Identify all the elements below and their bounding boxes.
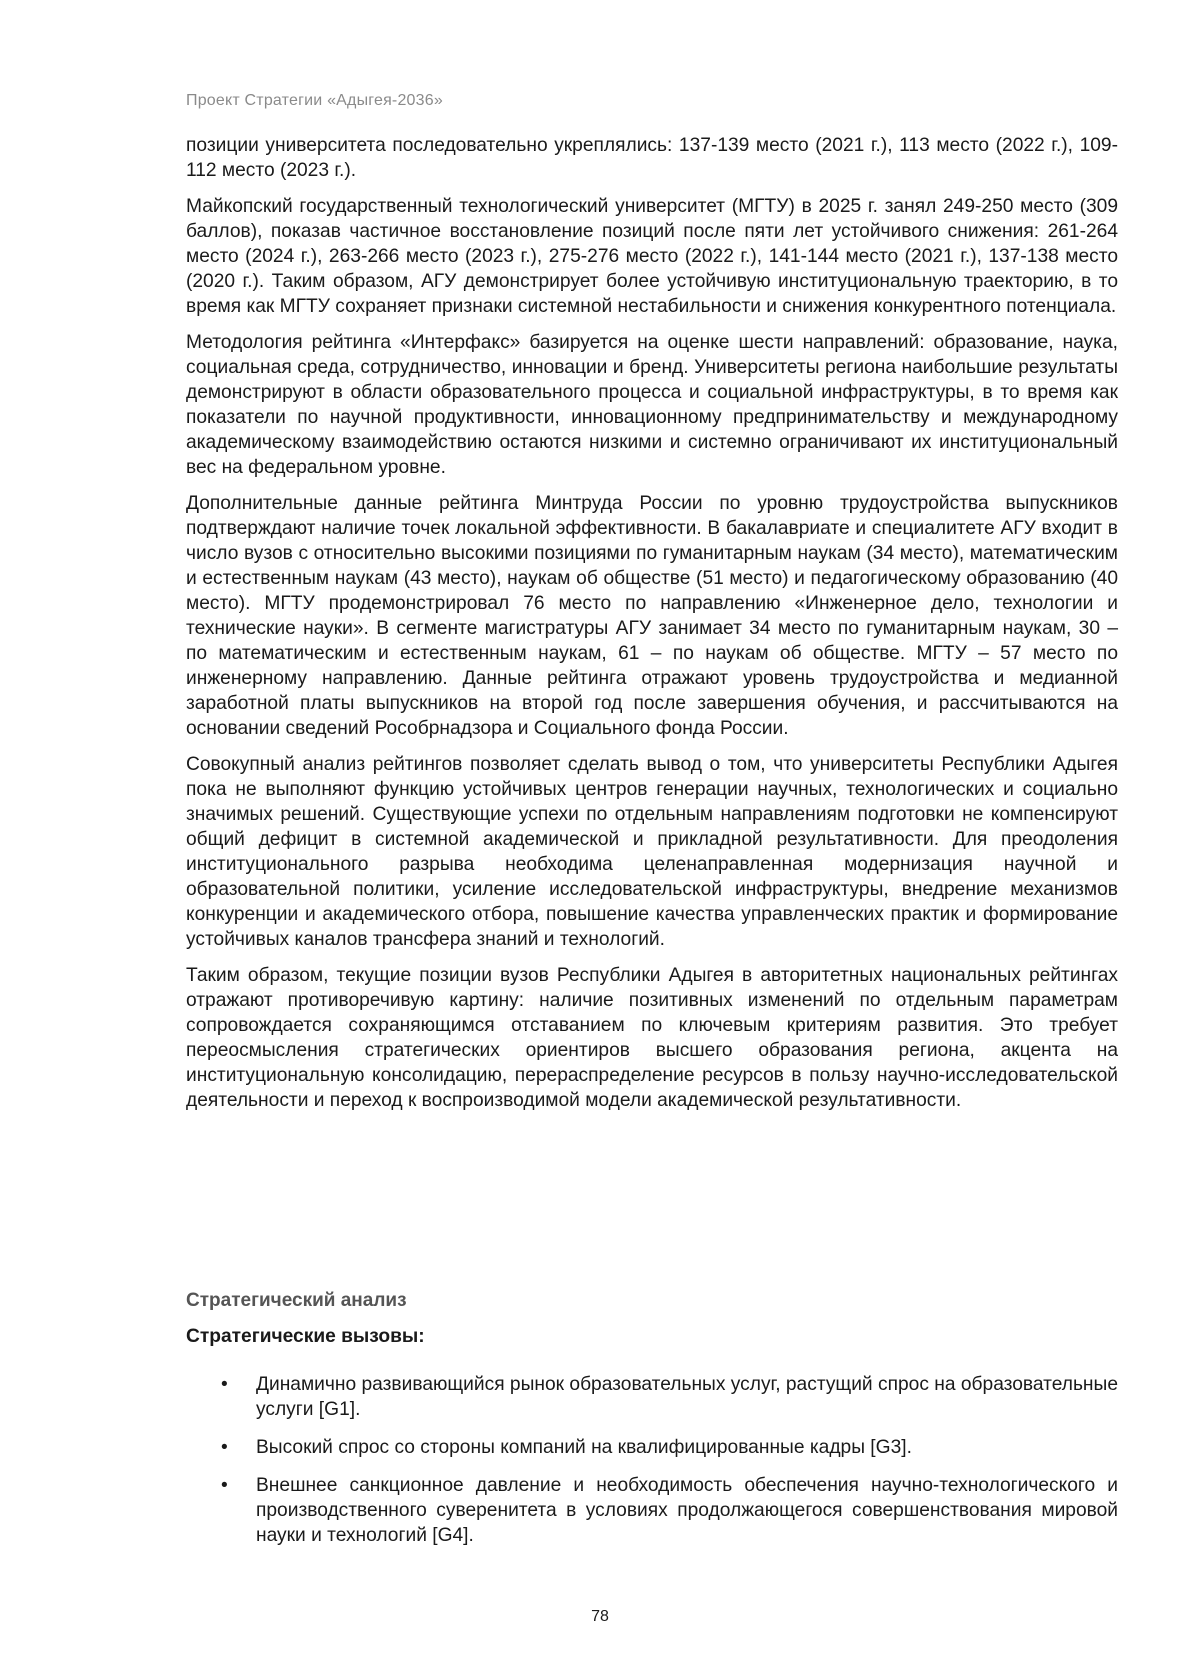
bullet-icon: •: [221, 1475, 228, 1496]
bullet-icon: •: [221, 1437, 228, 1458]
list-item: [186, 1473, 1118, 1548]
paragraph-3: Методология рейтинга «Интерфакс» базируется на оценке шести направлений: образование, наука, социальная среда, сотрудничество, инновации и бренд. Университеты региона наибольшие результаты демонстрируют в области образовательного процесса и социальной инфраструктуры, в то время как показатели по научной продуктивности, инновационному предпринимательству и международному академическому взаимодействию остаются низкими и системно ограничивают их институциональный вес на федеральном уровне.: [186, 332, 1118, 478]
list-item: [186, 1435, 1118, 1460]
list-item: [186, 1372, 1118, 1422]
section-heading: Стратегический анализ: [186, 1290, 407, 1311]
challenges-list: [186, 1372, 1118, 1561]
running-header: Проект Стратегии «Адыгея-2036»: [186, 92, 443, 109]
list-item-text: Внешнее санкционное давление и необходимость обеспечения научно-технологического и производственного суверенитета в условиях продолжающегося совершенствования мировой науки и технологий [G4].: [256, 1475, 1118, 1546]
paragraph-5: Совокупный анализ рейтингов позволяет сделать вывод о том, что университеты Республики Адыгея пока не выполняют функцию устойчивых центров генерации научных, технологических и социально значимых решений. Существующие успехи по отдельным направлениям подготовки не компенсируют общий дефицит в системной академической и прикладной результативности. Для преодоления институционального разрыва необходима целенаправленная модернизация научной и образовательной политики, усиление исследовательской инфраструктуры, внедрение механизмов конкуренции и академического отбора, повышение качества управленческих практик и формирование устойчивых каналов трансфера знаний и технологий.: [186, 754, 1118, 950]
paragraph-2: Майкопский государственный технологический университет (МГТУ) в 2025 г. занял 249-250 место (309 баллов), показав частичное восстановление позиций после пяти лет устойчивого снижения: 261-264 место (2024 г.), 263-266 место (2023 г.), 275-276 место (2022 г.), 141-144 место (2021 г.), 137-138 место (2020 г.). Таким образом, АГУ демонстрирует более устойчивую институциональную траекторию, в то время как МГТУ сохраняет признаки системной нестабильности и снижения конкурентного потенциала.: [186, 196, 1118, 317]
paragraph-4: Дополнительные данные рейтинга Минтруда России по уровню трудоустройства выпускников подтверждают наличие точек локальной эффективности. В бакалавриате и специалитете АГУ входит в число вузов с относительно высокими позициями по гуманитарным наукам (34 место), математическим и естественным наукам (43 место), наукам об обществе (51 место) и педагогическому образованию (40 место). МГТУ продемонстрировал 76 место по направлению «Инженерное дело, технологии и технические науки». В сегменте магистратуры АГУ занимает 34 место по гуманитарным наукам, 30 – по математическим и естественным наукам, 61 – по наукам об обществе. МГТУ – 57 место по инженерному направлению. Данные рейтинга отражают уровень трудоустройства и медианной заработной платы выпускников на второй год после завершения обучения, и рассчитываются на основании сведений Рособрнадзора и Социального фонда России.: [186, 493, 1118, 739]
bullet-icon: •: [221, 1374, 228, 1395]
paragraph-6: Таким образом, текущие позиции вузов Республики Адыгея в авторитетных национальных рейтингах отражают противоречивую картину: наличие позитивных изменений по отдельным параметрам сопровождается сохраняющимся отставанием по ключевым критериям развития. Это требует переосмысления стратегических ориентиров высшего образования региона, акцента на институциональную консолидацию, перераспределение ресурсов в пользу научно-исследовательской деятельности и переход к воспроизводимой модели академической результативности.: [186, 965, 1118, 1111]
paragraph-1: позиции университета последовательно укреплялись: 137-139 место (2021 г.), 113 место (2022 г.), 109-112 место (2023 г.).: [186, 135, 1118, 181]
list-item-text: Динамично развивающийся рынок образовательных услуг, растущий спрос на образовательные услуги [G1].: [256, 1374, 1118, 1420]
document-body: [186, 133, 1118, 1124]
list-item-text: Высокий спрос со стороны компаний на квалифицированные кадры [G3].: [256, 1437, 912, 1458]
section-subheading: Стратегические вызовы:: [186, 1326, 425, 1347]
page-number: 78: [591, 1608, 609, 1625]
